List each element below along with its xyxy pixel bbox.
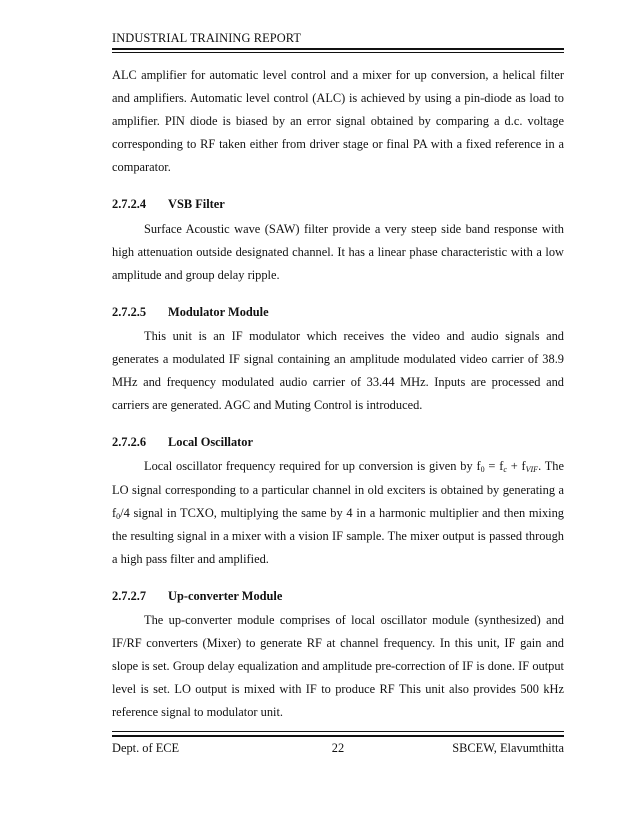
- section-paragraph: This unit is an IF modulator which receives the video and audio signals and generates a modulated IF signal containing an amplitude modulated video carrier of 38.9 MHz and frequency modulated audio carrier of 33.44 MHz. Inputs are processed and carriers are generated. AGC and Muting Control is introduced.: [112, 328, 564, 413]
- section-number: 2.7.2.7: [112, 588, 147, 603]
- section-local-oscillator: [112, 431, 564, 571]
- section-number: 2.7.2.4: [112, 197, 147, 212]
- section-title: Up-converter Module: [168, 588, 283, 603]
- section-modulator-module: [112, 301, 564, 417]
- footer-department: Dept. of ECE: [112, 741, 180, 755]
- running-footer: [112, 741, 564, 756]
- section-paragraph: [112, 455, 564, 570]
- header-rule-thin: [112, 52, 564, 53]
- text-run: Local oscillator frequency required for up conversion is given by f: [144, 459, 481, 474]
- section-title: VSB Filter: [168, 197, 225, 212]
- footer-rule-thick: [112, 735, 564, 737]
- text-run: . The LO signal corresponding to a particular channel in old exciters is obtained by generating a f: [112, 459, 564, 520]
- intro-paragraph: ALC amplifier for automatic level control and a mixer for up conversion, a helical filter and amplifiers. Automatic level control (ALC) is achieved by using a pin-diode as load to amplifier. PIN diode is biased by an error signal obtained by comparing a d.c. voltage corresponding to RF taken either from driver stage or final PA with a fixed reference in a comparator.: [112, 68, 564, 175]
- running-header: INDUSTRIAL TRAINING REPORT: [112, 31, 302, 45]
- section-paragraph: The up-converter module comprises of local oscillator module (synthesized) and IF/RF converters (Mixer) to generate RF at channel frequency. In this unit, IF gain and slope is set. Group delay equalization and amplitude pre-correction of IF is done. IF output level is set. LO output is mixed with IF to produce RF This unit also provides 500 kHz reference signal to modulator unit.: [112, 612, 564, 720]
- section-number: 2.7.2.5: [112, 304, 147, 319]
- header-rule-thick: [112, 48, 564, 50]
- subscript: 0: [480, 465, 485, 475]
- section-title: Local Oscillator: [168, 435, 253, 450]
- subscript: c: [503, 465, 507, 475]
- section-heading: [112, 301, 564, 324]
- subscript: 0: [116, 511, 121, 521]
- page-number: 22: [331, 741, 345, 755]
- section-vsb-filter: [112, 193, 564, 286]
- section-number: 2.7.2.6: [112, 435, 147, 450]
- text-run: /4 signal in TCXO, multiplying the same by 4 in a harmonic multiplier and then mixing the resulting signal in a mixer with a vision IF sample. The mixer output is passed through a high pass filter and amplified.: [112, 505, 564, 566]
- section-heading: [112, 193, 564, 216]
- section-up-converter-module: [112, 585, 564, 725]
- section-heading: [112, 585, 564, 608]
- subscript: VIF: [525, 465, 539, 475]
- text-run: + f: [506, 459, 526, 474]
- footer-college: SBCEW, Elavumthitta: [452, 741, 564, 755]
- text-run: = f: [484, 459, 504, 474]
- body-content: [112, 64, 564, 724]
- section-paragraph: Surface Acoustic wave (SAW) filter provide a very steep side band response with high attenuation outside designated channel. It has a linear phase characteristic with a low amplitude and group delay ripple.: [112, 221, 564, 282]
- section-heading: [112, 431, 564, 454]
- footer-rule-thin: [112, 731, 564, 732]
- section-title: Modulator Module: [168, 304, 269, 319]
